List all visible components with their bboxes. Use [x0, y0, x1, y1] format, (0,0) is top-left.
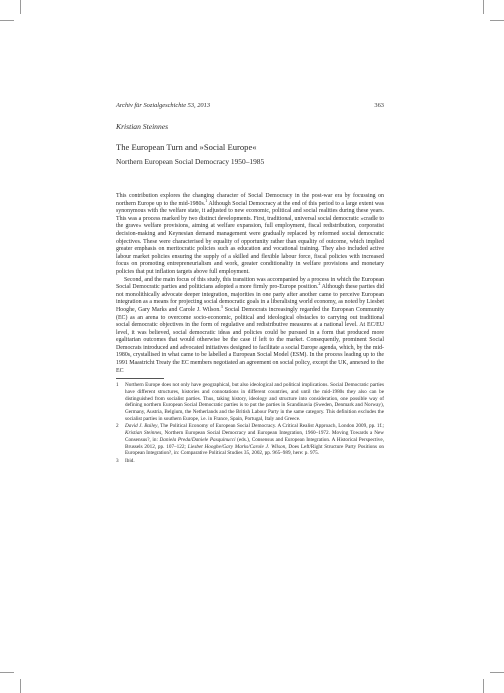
author-name: Kristian Steinnes — [116, 122, 169, 131]
running-head — [116, 100, 384, 112]
article-subtitle: Northern European Social Democracy 1950–1985 — [116, 157, 265, 166]
footnote-ref: 1 — [205, 197, 208, 203]
paragraph — [116, 277, 384, 376]
crop-mark — [0, 672, 14, 673]
paragraph-text: Although Social Democracy at the end of this period to a large extent was synonymous with the welfare state, it adjusted to new economic, political and social realities during these years. This was a process marked by two distinct developments. First, traditional, universal social democratic »cradle to the grave« welfare provisions, aiming at welfare expansion, full employment, fiscal redistribution, corporatist decision-making and Keynesian demand management were gradually replaced by reformed social democratic objectives. These were characterised by equality of opportunity rather than equality of outcome, which implied greater emphasis on meritocratic policies such as education and vocational training. They also included active labour market policies ensuring the supply of a skilled and flexible labour force, fiscal policies with increased focus on promoting entrepreneurialism and work, greater conditionality in welfare provisions and monetary policies that put inflation targets above full employment. — [116, 200, 384, 275]
footnote-number: 1 — [116, 382, 119, 389]
footnote-text: Ibid. — [125, 457, 135, 464]
journal-name: Archiv für Sozialgeschichte 53, 2013 — [116, 102, 211, 109]
paragraph-text: Social Democrats increasingly regarded the European Community (EC) as an arena to overcome socio-economic, political and ideological obstacles to carrying out traditional social democratic objectives in the form of regulative and redistributive measures at a national level. At EC/EU level, it was believed, social democratic ideas and policies could be pursued in a form that produced more egalitarian outcomes that would otherwise be the case if left to the market. Consequently, prominent Social Democrats introduced and advocated initiatives designed to facilitate a social Europe agenda, which, by the mid-1980s, crystallised in what came to be labelled a European Social Model (ESM). In the process leading up to the 1991 Maastricht Treaty the EC members negotiated an agreement on social policy, except the UK, annexed to the EC — [116, 306, 384, 374]
footnote — [116, 458, 384, 465]
footnote-number: 3 — [116, 457, 119, 464]
footnote — [116, 382, 384, 422]
paragraph-text: Second, and the main focus of this study, this transition was accompanied by a process in which the European Social Democratic parties and politicians adopted a more firmly pro-Europe position. — [116, 276, 384, 291]
page-number: 363 — [374, 102, 384, 109]
cited-author: David J. Bailey — [125, 423, 158, 430]
paragraph-text: Although these parties did not monolithically advocate deeper integration, majorities in one party after another came to perceive European integration as a means for projecting social democratic goals in a liberalising world economy, as noted by Liesbet Hooghe, Gary Marks and Carole J. Wilson. — [116, 284, 384, 313]
article-body — [116, 193, 384, 375]
crop-mark — [483, 0, 484, 14]
article-title: The European Turn and »Social Europe« — [116, 142, 257, 152]
citation-text: , Northern European Social Democracy and European Integration, 1960–1972. Moving Towards a New Consensus?, in: — [125, 430, 385, 443]
crop-mark — [490, 20, 504, 21]
cited-author: Daniela Preda/Daniele Pasquinucci — [159, 436, 236, 443]
crop-mark — [483, 679, 484, 693]
crop-mark — [20, 0, 21, 14]
paragraph — [116, 193, 384, 277]
footnote-ref: 3 — [220, 303, 223, 309]
footnote-ref: 2 — [318, 281, 321, 287]
footnote-divider — [116, 378, 164, 379]
page — [116, 100, 384, 466]
citation-text: , The Political Economy of European Social Democracy. A Critical Realist Approach, London 2009, pp. 1f.; — [157, 423, 384, 430]
crop-mark — [0, 20, 14, 21]
paragraph-text: This contribution explores the changing character of Social Democracy in the post-war era by focussing on northern Europe up to the mid-1980s. — [116, 193, 384, 207]
footnote-number: 2 — [116, 423, 119, 430]
citation-text: (eds.), Consensus and European Integration. A Historical Perspective, Brussels 2012, pp. 107–122; — [125, 436, 384, 450]
cited-author: Liesbet Hooghe/Gary Marks/Carole J. Wilson — [187, 443, 286, 450]
cited-author: Kristian Steinnes — [125, 430, 162, 437]
crop-mark — [20, 679, 21, 693]
footnote — [116, 423, 384, 457]
footnotes — [116, 382, 384, 464]
footnote-text: Northern Europe does not only have geographical, but also ideological and political implications. Social Democratic parties have different structures, histories and connotations in different countries, and until the mid-1980s they also can be distinguished from socialist parties. Thus, taking history, ideology and structure into consideration, one possible way of defining northern European Social Democratic parties is to put the parties in Scandinavia (Sweden, Denmark and Norway), Germany, Austria, Belgium, the Netherlands and the British Labour Party in the same category. This definition excludes the socialist parties in southern Europe, i.e. in France, Spain, Portugal, Italy and Greece. — [125, 382, 384, 422]
citation-text: , Does Left/Right Structure Party Positions on European Integration?, in: Comparative Political Studies 35, 2002, pp. 965–989, here: p. 975. — [125, 443, 385, 457]
crop-mark — [490, 672, 504, 673]
footnote-text — [125, 423, 384, 457]
